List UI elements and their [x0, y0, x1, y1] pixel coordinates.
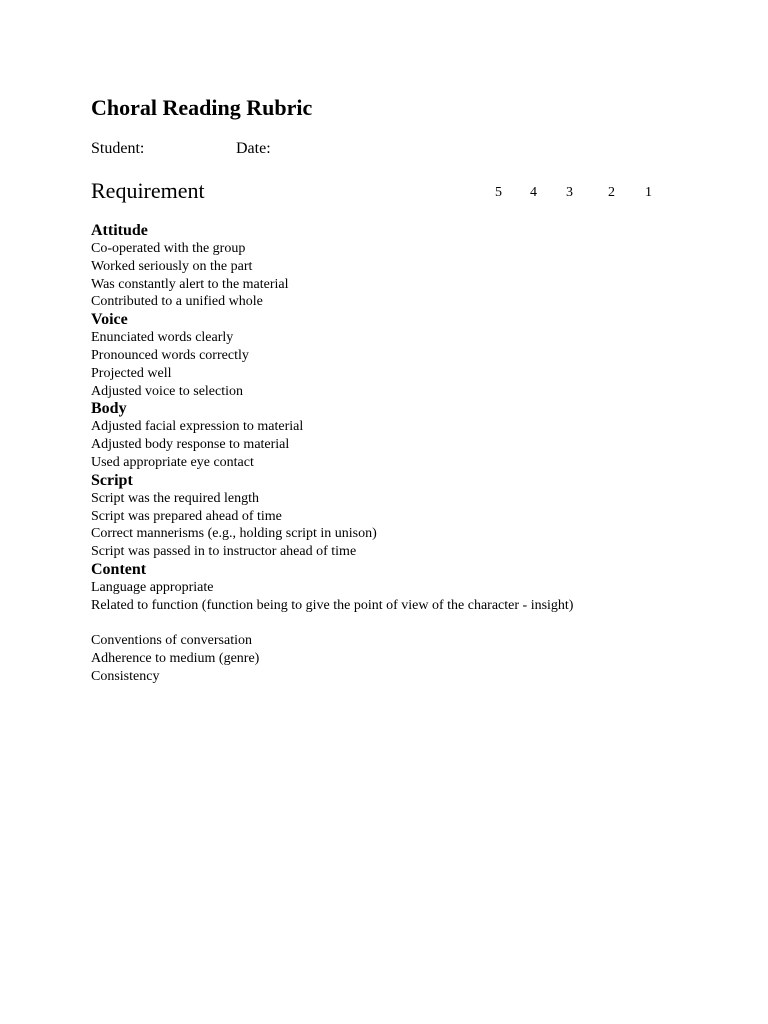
rubric-item: Script was passed in to instructor ahead of time: [91, 544, 357, 560]
rubric-item: Was constantly alert to the material: [91, 276, 289, 292]
section-heading-voice: Voice: [91, 311, 128, 329]
score-column-1: 1: [645, 185, 652, 200]
requirement-heading: Requirement: [91, 178, 205, 203]
section-heading-script: Script: [91, 471, 133, 489]
rubric-item: Consistency: [91, 668, 160, 684]
section-heading-body: Body: [91, 400, 127, 418]
section-heading-content: Content: [91, 560, 147, 578]
rubric-item: Co-operated with the group: [91, 241, 246, 256]
rubric-item: Contributed to a unified whole: [91, 294, 263, 310]
rubric-item: Adjusted voice to selection: [91, 383, 244, 399]
rubric-item: Worked seriously on the part: [91, 258, 253, 274]
date-label: Date:: [236, 140, 271, 157]
rubric-item: Adjusted facial expression to material: [91, 419, 304, 435]
rubric-item: Script was prepared ahead of time: [91, 508, 282, 524]
rubric-item: Projected well: [91, 365, 172, 381]
rubric-item: Pronounced words correctly: [91, 347, 249, 363]
score-column-3: 3: [566, 185, 573, 200]
score-column-5: 5: [495, 185, 502, 200]
rubric-item: Language appropriate: [91, 579, 214, 595]
blank-line: [91, 615, 731, 633]
rubric-item: Conventions of conversation: [91, 633, 252, 649]
rubric-item: Correct mannerisms (e.g., holding script in unison): [91, 526, 377, 542]
document-title: Choral Reading Rubric: [91, 95, 313, 120]
rubric-item: Script was the required length: [91, 490, 259, 506]
rubric-item: Adjusted body response to material: [91, 437, 290, 453]
rubric-item: Used appropriate eye contact: [91, 454, 254, 470]
score-column-2: 2: [608, 185, 615, 200]
rubric-sections: [91, 222, 731, 686]
section-heading-attitude: Attitude: [91, 222, 148, 239]
score-column-4: 4: [530, 185, 537, 200]
rubric-item: Enunciated words clearly: [91, 330, 234, 346]
rubric-item: Related to function (function being to give the point of view of the character - insight): [91, 597, 574, 613]
student-label: Student:: [91, 140, 145, 157]
rubric-item: Adherence to medium (genre): [91, 651, 260, 667]
